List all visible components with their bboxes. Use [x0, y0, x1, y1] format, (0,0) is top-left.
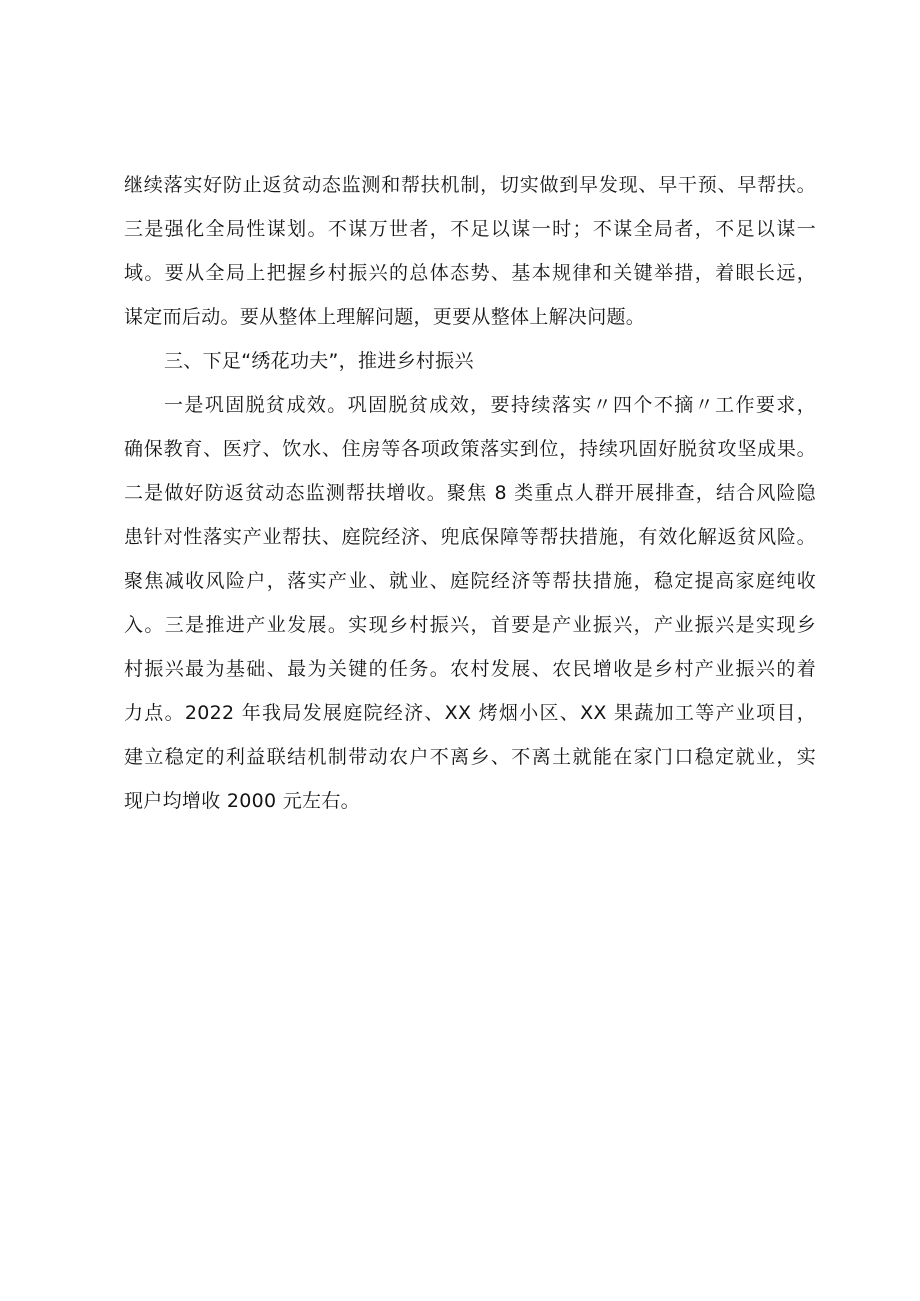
paragraph-line: 谋定而后动。要从整体上理解问题，更要从整体上解决问题。 [124, 306, 646, 328]
paragraph-line: 聚焦减收风险户，落实产业、就业、庭院经济等帮扶措施，稳定提高家庭纯收 [124, 570, 816, 592]
paragraph-line: 二是做好防返贫动态监测帮扶增收。聚焦 8 类重点人群开展排查，结合风险隐 [124, 482, 816, 504]
paragraph-line: 村振兴最为基础、最为关键的任务。农村发展、农民增收是乡村产业振兴的着 [124, 658, 816, 680]
paragraph-line: 建立稳定的利益联结机制带动农户不离乡、不离土就能在家门口稳定就业，实 [124, 746, 816, 768]
paragraph-line: 三是强化全局性谋划。不谋万世者，不足以谋一时；不谋全局者，不足以谋一 [124, 218, 816, 240]
paragraph-line: 确保教育、医疗、饮水、住房等各项政策落实到位，持续巩固好脱贫攻坚成果。 [124, 438, 816, 460]
paragraph-line: 继续落实好防止返贫动态监测和帮扶机制，切实做到早发现、早干预、早帮扶。 [124, 174, 816, 196]
paragraph-line: 一是巩固脱贫成效。巩固脱贫成效，要持续落实〃四个不摘〃工作要求， [164, 394, 816, 416]
paragraph-line: 现户均增收 2000 元左右。 [124, 790, 360, 812]
paragraph-line: 力点。2022 年我局发展庭院经济、XX 烤烟小区、XX 果蔬加工等产业项目， [124, 702, 816, 724]
section-heading: 三、下足“绣花功夫”，推进乡村振兴 [164, 350, 474, 372]
paragraph-line: 入。三是推进产业发展。实现乡村振兴，首要是产业振兴，产业振兴是实现乡 [124, 614, 816, 636]
document-body [124, 163, 816, 823]
paragraph-line: 患针对性落实产业帮扶、庭院经济、兜底保障等帮扶措施，有效化解返贫风险。 [124, 526, 816, 548]
paragraph-line: 域。要从全局上把握乡村振兴的总体态势、基本规律和关键举措，着眼长远， [124, 262, 816, 284]
